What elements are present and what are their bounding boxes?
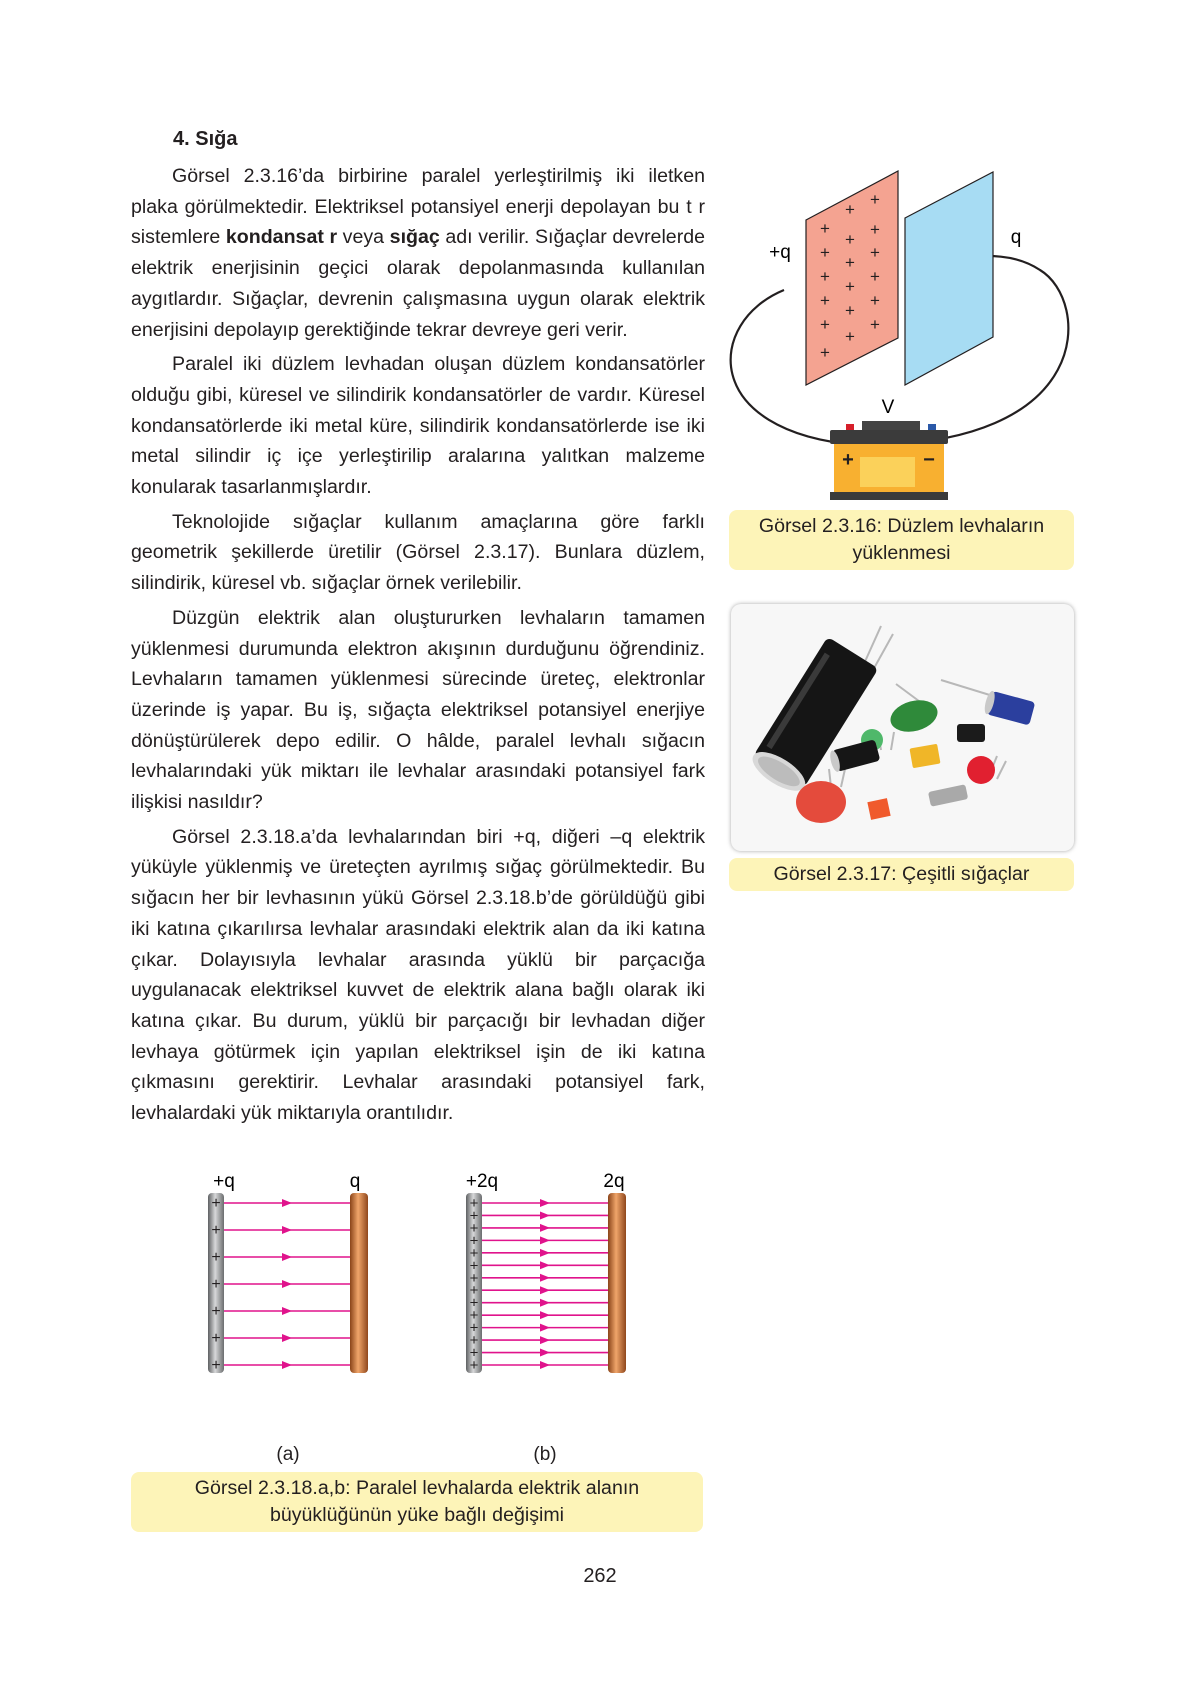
field-arrow — [282, 1334, 292, 1342]
plus-sign: + — [469, 1195, 479, 1212]
plus-sign: + — [845, 301, 855, 320]
field-arrow — [540, 1224, 550, 1232]
electrolytic-capacitor-large — [747, 637, 879, 799]
plus-sign: + — [845, 230, 855, 249]
battery-plus: + — [842, 449, 854, 471]
plus-sign: + — [845, 277, 855, 296]
caption-figure-2-3-18: Görsel 2.3.18.a,b: Paralel levhalarda elektrik alanın büyüklüğünün yüke bağlı değişimi — [131, 1472, 703, 1532]
field-arrow — [540, 1261, 550, 1269]
plus-sign: + — [469, 1332, 479, 1350]
label-b-right: 2q — [603, 1171, 625, 1192]
caption-figure-2-3-16: Görsel 2.3.16: Düzlem levhaların yüklenmesi — [729, 510, 1074, 570]
plus-sign: + — [870, 267, 880, 286]
plus-sign: + — [469, 1257, 479, 1275]
red-disc-capacitor — [967, 756, 995, 784]
negative-plate — [905, 172, 993, 385]
plus-sign: + — [211, 1357, 221, 1374]
plus-sign: + — [870, 243, 880, 262]
field-arrow — [540, 1286, 550, 1294]
plus-sign: + — [870, 315, 880, 334]
plus-sign: + — [211, 1330, 221, 1347]
plus-sign: + — [469, 1307, 479, 1325]
caption-figure-2-3-17: Görsel 2.3.17: Çeşitli sığaçlar — [729, 858, 1074, 891]
plus-sign: + — [469, 1344, 479, 1362]
main-text-column — [131, 161, 705, 1133]
plus-signs-b — [470, 1195, 479, 1374]
field-lines-b — [482, 1199, 608, 1369]
plus-sign: + — [469, 1319, 479, 1337]
field-arrow — [282, 1253, 292, 1261]
paragraph-2: Paralel iki düzlem levhadan oluşan düzlem kondansatörler olduğu gibi, küresel ve silindirik kondansatörler de vardır. Küresel kondansatörlerde iki metal küre, silindirik kondansatörlerde ise iki metal silindir iç içe yerleştirilip aralarına yalıtkan malzeme konularak tasarlanmışlardır. — [131, 353, 705, 499]
photo-capacitors — [731, 604, 1074, 851]
field-arrow — [540, 1274, 550, 1282]
label-q: q — [1010, 227, 1022, 248]
plus-sign: + — [469, 1294, 479, 1312]
field-arrow — [540, 1349, 550, 1357]
plus-sign: + — [820, 343, 830, 362]
plus-sign: + — [820, 219, 830, 238]
yellow-capacitor — [909, 744, 940, 769]
field-arrow — [540, 1336, 550, 1344]
plus-sign: + — [469, 1232, 479, 1250]
plus-sign: + — [469, 1207, 479, 1225]
circuit-wire — [731, 256, 1069, 445]
plus-sign: + — [469, 1269, 479, 1287]
negative-plate-b — [608, 1193, 626, 1373]
figure-field-a — [200, 1168, 400, 1383]
field-arrow — [540, 1299, 550, 1307]
plus-sign: + — [845, 200, 855, 219]
field-arrow — [540, 1211, 550, 1219]
plus-sign: + — [820, 291, 830, 310]
figure-plate-capacitor — [728, 160, 1078, 505]
plus-sign: + — [820, 267, 830, 286]
electrolytic-capacitor-blue — [983, 690, 1036, 726]
large-red-disc-capacitor — [796, 781, 846, 823]
orange-capacitor — [867, 798, 890, 820]
plus-sign: + — [211, 1276, 221, 1293]
plus-sign: + — [820, 243, 830, 262]
label-voltage: V — [881, 397, 895, 418]
plus-sign: + — [211, 1249, 221, 1266]
label-a-right: q — [349, 1171, 361, 1192]
green-capacitor — [887, 695, 941, 736]
grey-capacitor — [928, 784, 968, 807]
field-arrow — [282, 1280, 292, 1288]
label-plus-q: +q — [769, 242, 791, 263]
field-arrow — [282, 1226, 292, 1234]
plus-sign: + — [820, 315, 830, 334]
field-arrow — [282, 1307, 292, 1315]
negative-plate-a — [350, 1193, 368, 1373]
plus-sign: + — [870, 291, 880, 310]
plus-sign: + — [469, 1282, 479, 1300]
battery — [830, 421, 948, 500]
plus-sign: + — [845, 327, 855, 346]
plus-sign: + — [469, 1244, 479, 1262]
field-arrow — [540, 1236, 550, 1244]
paragraph-3: Teknolojide sığaçlar kullanım amaçlarına göre farklı geometrik şekillerde üretilir (Görsel 2.3.17). Bunlara düzlem, silindirik, küresel vb. sığaçlar örnek verilebilir. — [131, 510, 705, 595]
field-lines-a — [224, 1199, 350, 1369]
field-arrow — [540, 1249, 550, 1257]
field-arrow — [540, 1361, 550, 1369]
sublabel-b: (b) — [533, 1444, 557, 1465]
section-heading: 4. Sığa — [173, 128, 238, 150]
plus-sign: + — [845, 253, 855, 272]
paragraph-1: Görsel 2.3.16’da birbirine paralel yerleştirilmiş iki iletken plaka görülmektedir. Elektriksel potansiyel enerji depolayan bu t r sistemlere kondansat r veya sığaç adı verilir. Sığaçlar devrelerde elektrik enerjisinin geçici olarak depolanmasında kullanılan aygıtlardır. Sığaçlar, devrenin çalışmasına uygun olarak elektrik enerjisini depolayıp gerektiğinde tekrar devreye geri verir. — [131, 165, 706, 341]
plus-sign: + — [211, 1195, 221, 1212]
field-arrow — [540, 1324, 550, 1332]
figure-field-b — [458, 1168, 658, 1383]
field-arrow — [282, 1199, 292, 1207]
medium-black-capacitor — [828, 739, 880, 773]
field-arrow — [540, 1311, 550, 1319]
plus-sign: + — [469, 1219, 479, 1237]
battery-minus: − — [923, 449, 935, 471]
paragraph-4: Düzgün elektrik alan oluştururken levhaların tamamen yüklenmesi durumunda elektron akışının durduğunu öğrendiniz. Levhaların tamamen yüklenmesi sürecinde üreteç, elektronlar üzerinde iş yapar. Bu iş, sığaçta elektriksel potansiyel enerjiye dönüştürülerek depo edilir. O hâlde, paralel levhalı sığacın levhalarındaki yük miktarı ile levhalar arasındaki potansiyel fark ilişkisi nasıldır? — [131, 606, 705, 814]
paragraph-5: Görsel 2.3.18.a’da levhalarından biri +q, diğeri –q elektrik yüküyle yüklenmiş ve üreteçten ayrılmış sığaç görülmektedir. Bu sığacın her bir levhasının yükü Görsel 2.3.18.b’de görüldüğü gibi iki katına çıkarılırsa levhalar arasındaki elektrik alan da iki katına çıkar. Dolayısıyla levhalar arasında yüklü bir parçacığa uygulanacak elektriksel kuvvet de elektrik alana bağlı olarak iki katına çıkar. Bu durum, yüklü bir parçacığı bir levhadan diğer levhaya götürmek için yapılan elektriksel işin de iki katına çıkmasını gerektirir. Levhalar arasındaki potansiyel fark, levhalardaki yük miktarıyla orantılıdır. — [131, 825, 705, 1125]
field-arrow — [282, 1361, 292, 1369]
plus-sign: + — [870, 220, 880, 239]
label-a-left: +q — [213, 1171, 235, 1192]
field-arrow — [540, 1199, 550, 1207]
plus-sign: + — [211, 1303, 221, 1320]
page-number: 262 — [583, 1565, 617, 1587]
plus-sign: + — [870, 190, 880, 209]
sublabel-a: (a) — [276, 1444, 300, 1465]
small-black-capacitor — [957, 724, 985, 742]
label-b-left: +2q — [465, 1171, 499, 1192]
plus-sign: + — [469, 1357, 479, 1374]
plus-sign: + — [211, 1222, 221, 1239]
capacitors-illustration — [731, 604, 1074, 851]
